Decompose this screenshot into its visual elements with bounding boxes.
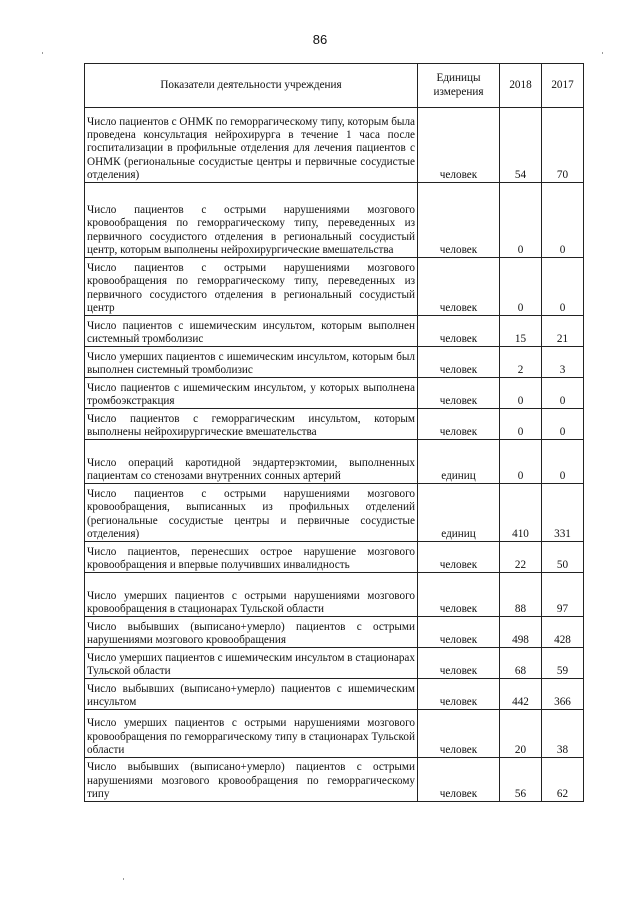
value-2017-cell: 97	[542, 573, 584, 617]
table-row	[85, 484, 584, 542]
value-2017-cell: 0	[542, 258, 584, 316]
indicator-cell: Число пациентов с острыми нарушениями мозгового кровообращения, выписанных из профильных отделений (региональные сосудистые центры и первичные сосудистые отделения)	[85, 484, 418, 542]
indicator-cell: Число пациентов с геморрагическим инсультом, которым выполнены нейрохирургические вмешательства	[85, 409, 418, 440]
value-2017-cell: 50	[542, 542, 584, 573]
value-2018-cell: 0	[500, 183, 542, 258]
table-row	[85, 258, 584, 316]
indicator-cell: Число выбывших (выписано+умерло) пациентов с острыми нарушениями мозгового кровообращения по геморрагическому типу	[85, 758, 418, 802]
table-header-row	[85, 64, 584, 108]
unit-cell: человек	[418, 648, 500, 679]
unit-cell: человек	[418, 758, 500, 802]
table-row	[85, 542, 584, 573]
indicator-cell: Число пациентов с ишемическим инсультом, у которых выполнена тромбоэкстракция	[85, 378, 418, 409]
value-2018-cell: 2	[500, 347, 542, 378]
unit-cell: человек	[418, 316, 500, 347]
indicator-cell: Число выбывших (выписано+умерло) пациентов с острыми нарушениями мозгового кровообращения	[85, 617, 418, 648]
unit-cell: единиц	[418, 440, 500, 484]
value-2018-cell: 0	[500, 409, 542, 440]
table-row	[85, 648, 584, 679]
value-2017-cell: 38	[542, 710, 584, 758]
page-number: 86	[312, 32, 328, 47]
value-2018-cell: 22	[500, 542, 542, 573]
indicator-cell: Число умерших пациентов с острыми нарушениями мозгового кровообращения по геморрагическому типу в стационарах Тульской области	[85, 710, 418, 758]
unit-cell: человек	[418, 347, 500, 378]
table-row	[85, 316, 584, 347]
table-row	[85, 617, 584, 648]
unit-cell: человек	[418, 258, 500, 316]
indicator-cell: Число выбывших (выписано+умерло) пациентов с ишемическим инсультом	[85, 679, 418, 710]
indicators-table	[84, 63, 584, 802]
value-2017-cell: 366	[542, 679, 584, 710]
table-row	[85, 409, 584, 440]
scan-edge-mark	[123, 878, 124, 880]
scan-edge-mark	[602, 52, 603, 54]
value-2017-cell: 0	[542, 440, 584, 484]
indicator-cell: Число умерших пациентов с ишемическим инсультом в стационарах Тульской области	[85, 648, 418, 679]
value-2017-cell: 428	[542, 617, 584, 648]
indicator-cell: Число операций каротидной эндартерэктомии, выполненных пациентам со стенозами внутренних сонных артерий	[85, 440, 418, 484]
indicator-cell: Число умерших пациентов с острыми нарушениями мозгового кровообращения в стационарах Тульской области	[85, 573, 418, 617]
table-row	[85, 183, 584, 258]
table-row	[85, 378, 584, 409]
value-2018-cell: 20	[500, 710, 542, 758]
value-2017-cell: 62	[542, 758, 584, 802]
scan-edge-mark	[42, 52, 43, 54]
header-year-2018: 2018	[500, 64, 542, 108]
value-2018-cell: 0	[500, 258, 542, 316]
unit-cell: человек	[418, 183, 500, 258]
table-row	[85, 758, 584, 802]
value-2018-cell: 54	[500, 108, 542, 183]
table-row	[85, 679, 584, 710]
value-2018-cell: 15	[500, 316, 542, 347]
header-year-2017: 2017	[542, 64, 584, 108]
value-2017-cell: 0	[542, 409, 584, 440]
value-2017-cell: 59	[542, 648, 584, 679]
value-2018-cell: 56	[500, 758, 542, 802]
indicator-cell: Число пациентов с острыми нарушениями мозгового кровообращения по геморрагическому типу, переведенных из первичного сосудистого отделения в региональный сосудистый центр	[85, 258, 418, 316]
indicator-cell: Число пациентов с ОНМК по геморрагическому типу, которым была проведена консультация нейрохирурга в течение 1 часа после госпитализации в профильные отделения для лечения пациентов с ОНМК (региональные сосудистые центры и первичные сосудистые отделения)	[85, 108, 418, 183]
value-2018-cell: 410	[500, 484, 542, 542]
value-2018-cell: 0	[500, 378, 542, 409]
header-indicator: Показатели деятельности учреждения	[85, 64, 418, 108]
value-2017-cell: 0	[542, 183, 584, 258]
unit-cell: человек	[418, 542, 500, 573]
value-2017-cell: 3	[542, 347, 584, 378]
table-row	[85, 440, 584, 484]
unit-cell: человек	[418, 710, 500, 758]
value-2017-cell: 70	[542, 108, 584, 183]
value-2017-cell: 331	[542, 484, 584, 542]
table-row	[85, 573, 584, 617]
table-row	[85, 347, 584, 378]
unit-cell: человек	[418, 573, 500, 617]
value-2017-cell: 21	[542, 316, 584, 347]
unit-cell: человек	[418, 679, 500, 710]
indicator-cell: Число пациентов с острыми нарушениями мозгового кровообращения по геморрагическому типу, переведенных из первичного сосудистого отделения в региональный сосудистый центр, которым выполнены нейрохирургические вмешательства	[85, 183, 418, 258]
value-2018-cell: 68	[500, 648, 542, 679]
value-2017-cell: 0	[542, 378, 584, 409]
value-2018-cell: 0	[500, 440, 542, 484]
indicator-cell: Число пациентов, перенесших острое нарушение мозгового кровообращения и впервые получивших инвалидность	[85, 542, 418, 573]
indicator-cell: Число пациентов с ишемическим инсультом, которым выполнен системный тромболизис	[85, 316, 418, 347]
table-row	[85, 108, 584, 183]
value-2018-cell: 498	[500, 617, 542, 648]
indicator-cell: Число умерших пациентов с ишемическим инсультом, которым был выполнен системный тромболизис	[85, 347, 418, 378]
unit-cell: единиц	[418, 484, 500, 542]
header-unit: Единицы измерения	[418, 64, 500, 108]
unit-cell: человек	[418, 617, 500, 648]
table-row	[85, 710, 584, 758]
value-2018-cell: 442	[500, 679, 542, 710]
unit-cell: человек	[418, 409, 500, 440]
unit-cell: человек	[418, 108, 500, 183]
unit-cell: человек	[418, 378, 500, 409]
value-2018-cell: 88	[500, 573, 542, 617]
